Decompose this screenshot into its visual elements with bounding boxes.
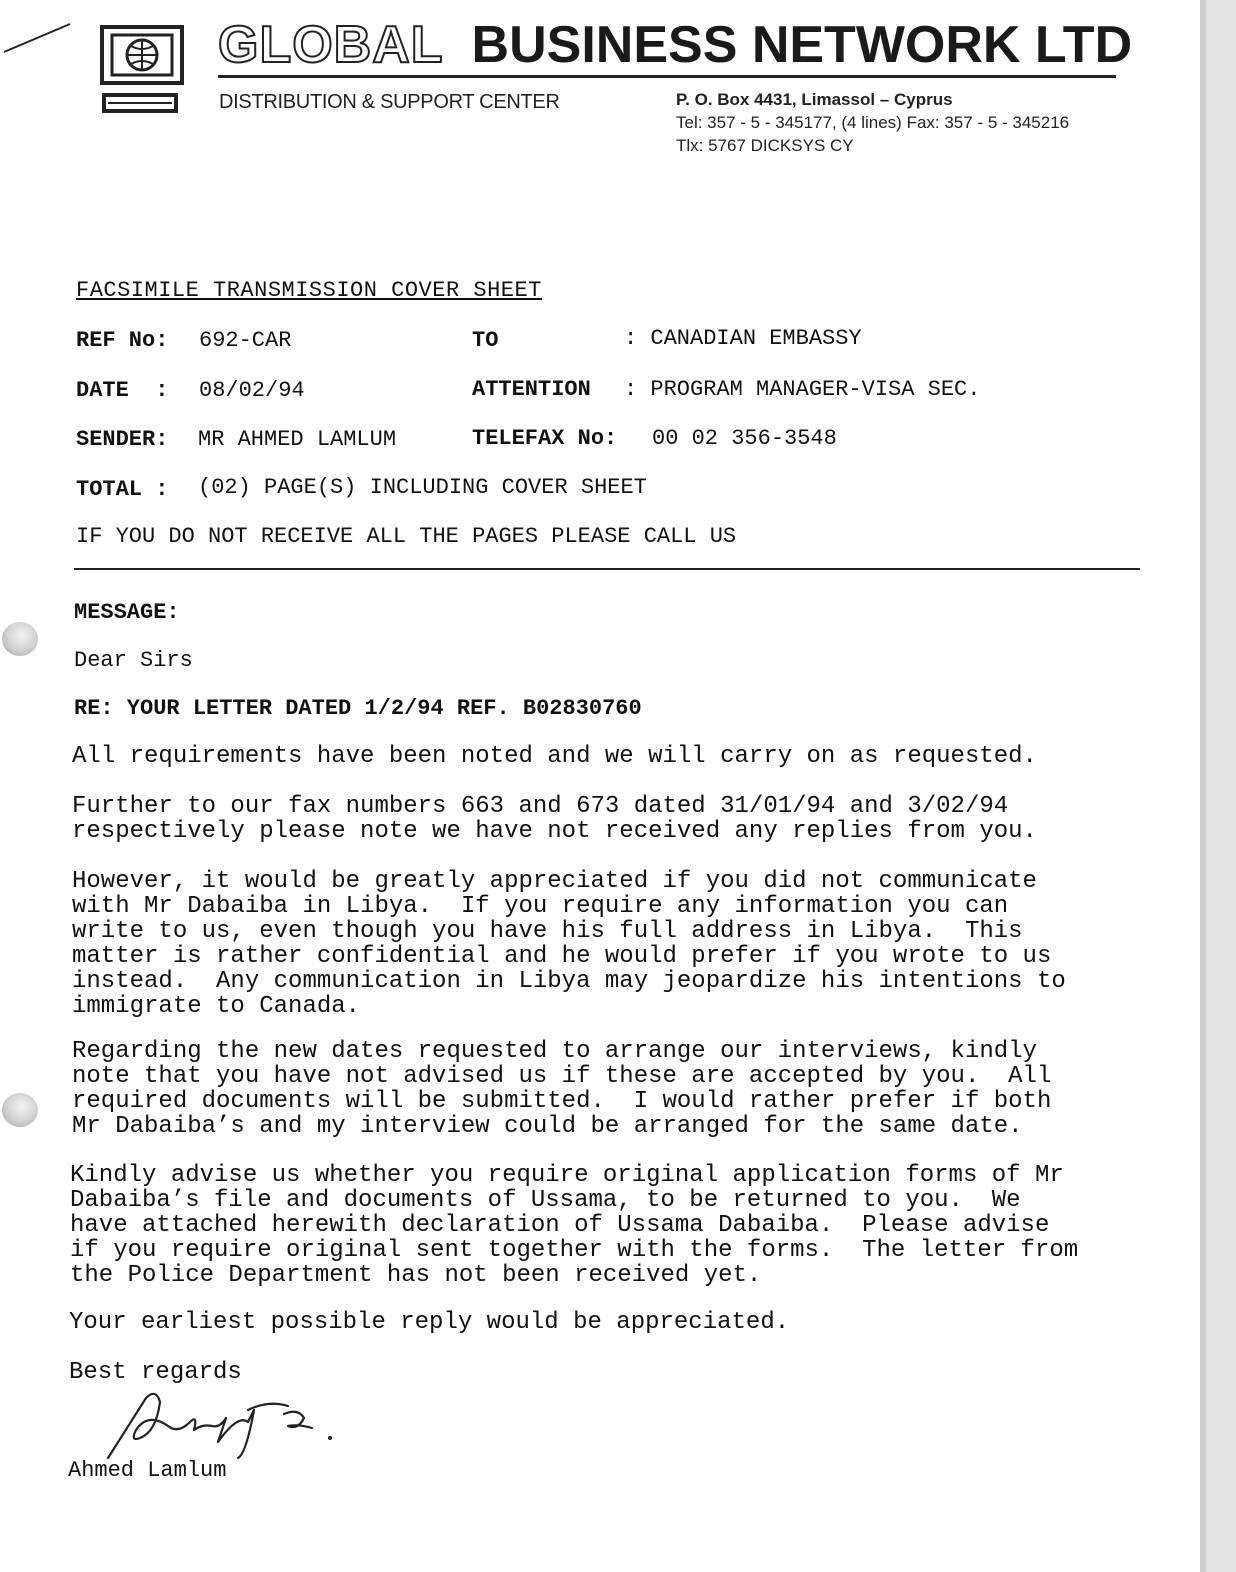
message-paragraph-6: Your earliest possible reply would be appreciated. — [69, 1309, 790, 1336]
attention-label: ATTENTION — [472, 377, 591, 402]
telefax-label: TELEFAX No: — [472, 426, 618, 451]
signer-name: Ahmed Lamlum — [68, 1458, 227, 1483]
divider-line — [74, 568, 1140, 570]
to-value: : CANADIAN EMBASSY — [624, 326, 862, 351]
to-label: TO — [472, 328, 499, 353]
sender-label: SENDER: — [76, 427, 169, 452]
telefax-value: 00 02 356-3548 — [652, 426, 837, 451]
attention-value: : PROGRAM MANAGER-VISA SEC. — [624, 377, 981, 402]
paper-edge-shadow — [1200, 0, 1236, 1572]
ref-label: REF No: — [76, 328, 169, 353]
company-contact-block — [676, 88, 1069, 157]
company-address: P. O. Box 4431, Limassol – Cyprus — [676, 90, 953, 109]
message-paragraph-4: Regarding the new dates requested to arrange our interviews, kindly note that you have not advised us if these are accepted by you. All required documents will be submitted. I would rather prefer if both Mr Dabaiba’s and my interview could be arranged for the same date. — [72, 1038, 1052, 1140]
company-name — [218, 15, 1133, 78]
punch-hole-bottom — [2, 1093, 38, 1127]
punch-hole-top — [2, 622, 38, 656]
date-value: 08/02/94 — [199, 378, 305, 403]
sender-value: MR AHMED LAMLUM — [198, 427, 397, 452]
total-label: TOTAL : — [76, 477, 169, 502]
pen-stroke-mark — [2, 20, 74, 60]
date-label: DATE : — [76, 378, 169, 403]
company-name-outline: GLOBAL — [218, 16, 444, 74]
fax-cover-title: FACSIMILE TRANSMISSION COVER SHEET — [76, 278, 542, 303]
handwritten-signature — [98, 1384, 358, 1464]
message-paragraph-3: However, it would be greatly appreciated if you did not communicate with Mr Dabaiba in Libya. If you require any information you can write to us, even though you have his full address in Libya. This matter is rather confidential and he would prefer if you wrote to us instead. Any communication in Libya may jeopardize his intentions to immigrate to Canada. — [72, 868, 1066, 1020]
page-notice: IF YOU DO NOT RECEIVE ALL THE PAGES PLEASE CALL US — [76, 524, 737, 549]
message-paragraph-2: Further to our fax numbers 663 and 673 dated 31/01/94 and 3/02/94 respectively please note we have not received any replies from you. — [72, 793, 1037, 845]
message-label: MESSAGE: — [74, 600, 180, 625]
total-value: (02) PAGE(S) INCLUDING COVER SHEET — [198, 475, 647, 500]
company-telex: Tlx: 5767 DICKSYS CY — [676, 136, 854, 155]
closing: Best regards — [69, 1359, 242, 1386]
company-tel-fax: Tel: 357 - 5 - 345177, (4 lines) Fax: 357 - 5 - 345216 — [676, 113, 1070, 132]
company-name-solid: BUSINESS NETWORK LTD — [471, 16, 1133, 74]
company-subtitle: DISTRIBUTION & SUPPORT CENTER — [219, 91, 560, 113]
message-paragraph-1: All requirements have been noted and we will carry on as requested. — [72, 743, 1037, 770]
re-line: RE: YOUR LETTER DATED 1/2/94 REF. B02830760 — [74, 696, 642, 721]
salutation: Dear Sirs — [74, 648, 193, 673]
globe-computer-logo-icon — [100, 25, 184, 122]
ref-value: 692-CAR — [199, 328, 292, 353]
message-paragraph-5: Kindly advise us whether you require original application forms of Mr Dabaiba’s file and documents of Ussama, to be returned to you. We have attached herewith declaration of Ussama Dabaiba. Please advise if you require original sent together with the forms. The letter from the Police Department has not been received yet. — [70, 1162, 1079, 1289]
